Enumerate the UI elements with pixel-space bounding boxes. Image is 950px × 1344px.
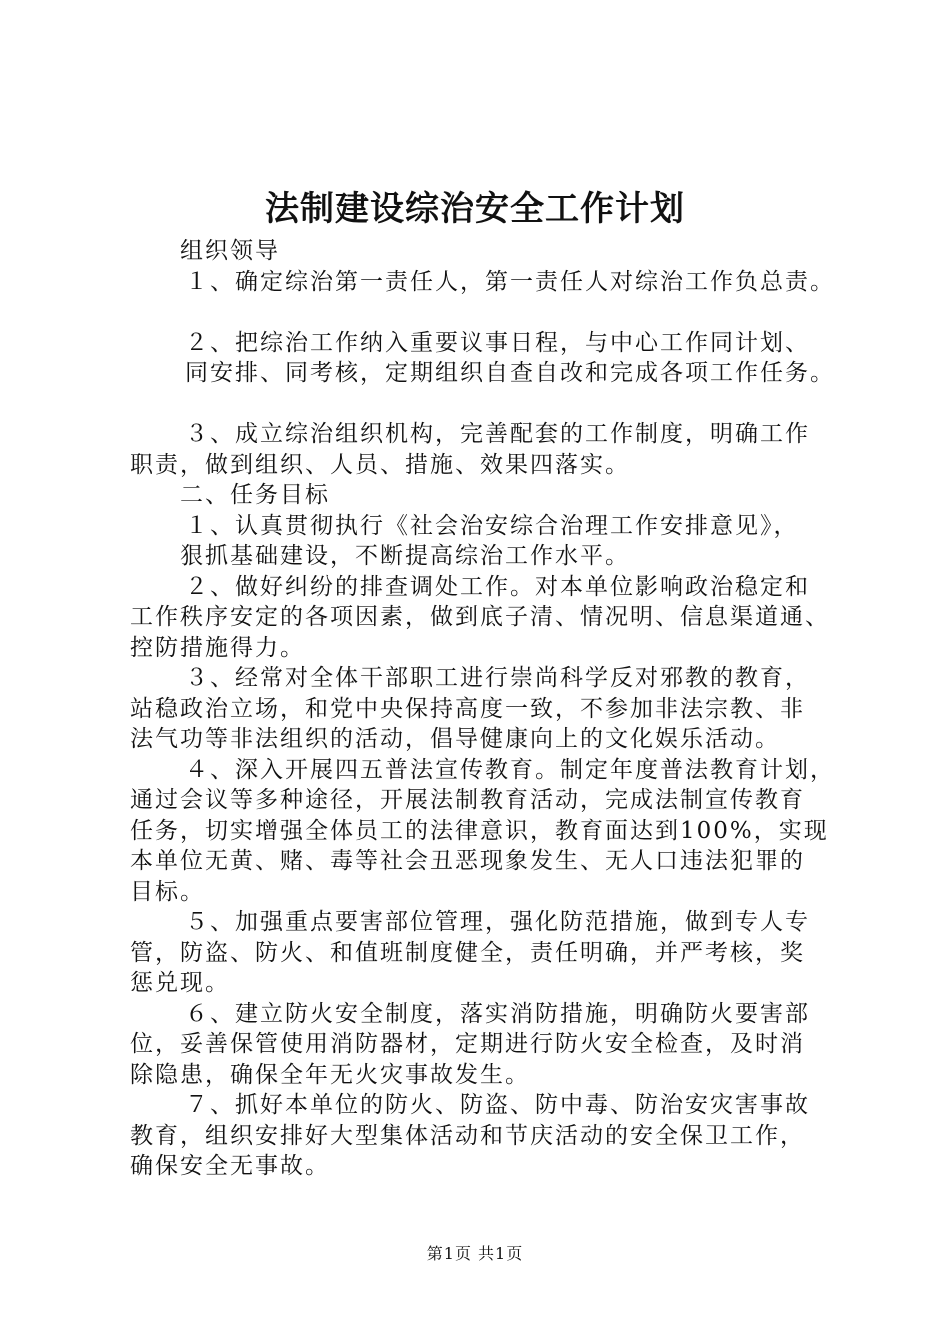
paragraph-line: 法气功等非法组织的活动，倡导健康向上的文化娱乐活动。 [130,726,780,752]
paragraph-line: ４、深入开展四五普法宣传教育。制定年度普法教育计划， [185,756,835,783]
paragraph-line: 狠抓基础建设，不断提高综治工作水平。 [180,543,630,569]
paragraph-line: ３、经常对全体干部职工进行崇尚科学反对邪教的教育， [185,665,810,691]
paragraph-line: 确保安全无事故。 [130,1153,330,1179]
section-heading: 组织领导 [180,238,280,264]
paragraph-line: 目标。 [130,878,205,905]
paragraph-line: 教育，组织安排好大型集体活动和节庆活动的安全保卫工作， [130,1122,805,1149]
document-body [130,236,850,1182]
paragraph-line: 同安排、同考核，定期组织自查自改和完成各项工作任务。 [185,360,835,386]
paragraph-line: 任务，切实增强全体员工的法律意识，教育面达到100%，实现 [130,817,829,844]
paragraph-line: １、确定综治第一责任人，第一责任人对综治工作负总责。 [185,268,835,295]
paragraph-line: 除隐患，确保全年无火灾事故发生。 [130,1061,530,1088]
paragraph-line: 本单位无黄、赌、毒等社会丑恶现象发生、无人口违法犯罪的 [130,848,805,874]
paragraph-line: ６、建立防火安全制度，落实消防措施，明确防火要害部 [185,1000,810,1027]
paragraph-line: ５、加强重点要害部位管理，强化防范措施，做到专人专 [185,909,810,935]
paragraph-line: 控防措施得力。 [130,634,305,661]
paragraph-line: 工作秩序安定的各项因素，做到底子清、情况明、信息渠道通、 [130,604,830,630]
section-heading: 二、任务目标 [180,482,330,508]
paragraph-line: 位，妥善保管使用消防器材，定期进行防火安全检查，及时消 [130,1031,805,1057]
paragraph-line: ２、做好纠纷的排查调处工作。对本单位影响政治稳定和 [185,573,810,600]
paragraph-line: 站稳政治立场，和党中央保持高度一致，不参加非法宗教、非 [130,695,805,722]
page-footer: 第1页 共1页 [426,1244,524,1263]
paragraph-line: ７、抓好本单位的防火、防盗、防中毒、防治安灾害事故 [185,1092,810,1118]
paragraph-line: ２、把综治工作纳入重要议事日程，与中心工作同计划、 [185,329,810,356]
paragraph-line: 职责，做到组织、人员、措施、效果四落实。 [130,451,630,478]
page-title: 法制建设综治安全工作计划 [265,189,685,229]
blank-line [130,297,850,328]
paragraph-line: 管，防盗、防火、和值班制度健全，责任明确，并严考核，奖 [130,939,805,966]
paragraph-line: 惩兑现。 [130,970,230,996]
paragraph-line: １、认真贯彻执行《社会治安综合治理工作安排意见》， [185,512,799,539]
blank-line [130,389,850,420]
paragraph-line: 通过会议等多种途径，开展法制教育活动，完成法制宣传教育 [130,787,805,813]
paragraph-line: ３、成立综治组织机构，完善配套的工作制度，明确工作 [185,421,810,447]
